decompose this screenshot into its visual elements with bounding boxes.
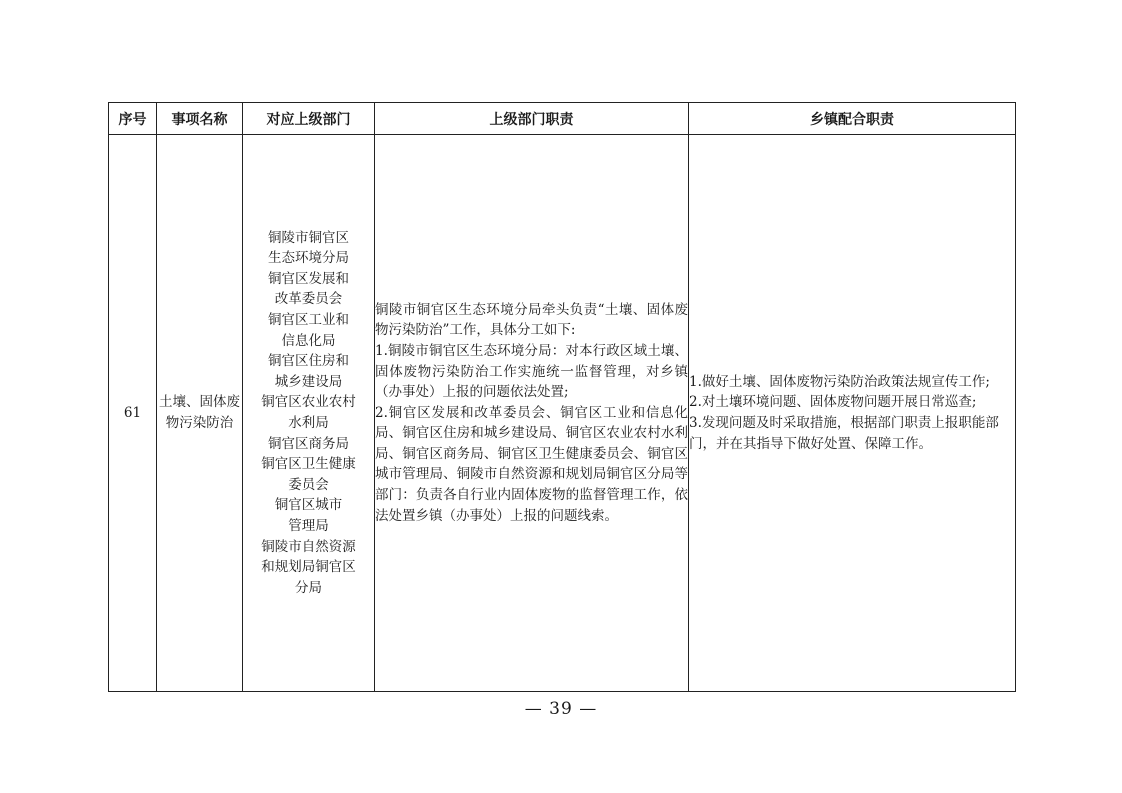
- superior-duty-paragraph: 1.铜陵市铜官区生态环境分局：对本行政区域土壤、固体废物污染防治工作实施统一监督管理，对乡镇（办事处）上报的问题依法处置;: [375, 342, 688, 401]
- table-row: [109, 135, 1016, 692]
- department-line: 委员会: [288, 476, 329, 493]
- department-line: 分局: [295, 579, 322, 596]
- department-line: 信息化局: [281, 332, 336, 349]
- superior-duties: [375, 135, 689, 692]
- township-duty-item: 3.发现问题及时采取措施，根据部门职责上报职能部门，并在其指导下做好处置、保障工作。: [689, 415, 999, 452]
- row-number: 61: [109, 135, 157, 692]
- department-line: 铜官区商务局: [268, 435, 349, 452]
- department-line: 铜官区发展和: [268, 270, 349, 287]
- department-line: 水利局: [288, 415, 329, 431]
- department-line: 铜陵市自然资源: [261, 538, 356, 555]
- department-line: 铜陵市铜官区: [268, 229, 349, 246]
- township-duty-item: 2.对土壤环境问题、固体废物问题开展日常巡查;: [689, 394, 977, 411]
- header-item-name: 事项名称: [157, 103, 243, 135]
- header-number: 序号: [109, 103, 157, 135]
- department-line: 铜官区工业和: [268, 312, 349, 329]
- header-superior-department: 对应上级部门: [243, 103, 375, 135]
- superior-duty-paragraph: 2.铜官区发展和改革委员会、铜官区工业和信息化局、铜官区住房和城乡建设局、铜官区农业农村水利局、铜官区商务局、铜官区卫生健康委员会、铜官区城市管理局、铜陵市自然资源和规划局铜官区分局等部门：负责各自行业内固体废物的监督管理工作，依法处置乡镇（办事处）上报的问题线索。: [375, 404, 688, 524]
- township-duties: [689, 135, 1016, 692]
- department-list: [243, 135, 375, 692]
- department-line: 和规划局铜官区: [261, 559, 356, 576]
- department-line: 铜官区住房和: [268, 353, 349, 370]
- item-name: 土壤、固体废物污染防治: [157, 135, 243, 692]
- department-line: 铜官区农业农村: [261, 394, 356, 411]
- department-line: 铜官区城市: [274, 497, 343, 514]
- header-superior-duties: 上级部门职责: [375, 103, 689, 135]
- duty-table: [108, 102, 1016, 692]
- department-line: 铜官区卫生健康: [261, 456, 356, 473]
- department-line: 管理局: [288, 517, 329, 534]
- table-header-row: [109, 103, 1016, 135]
- header-township-duties: 乡镇配合职责: [689, 103, 1016, 135]
- township-duty-item: 1.做好土壤、固体废物污染防治政策法规宣传工作;: [689, 373, 990, 390]
- superior-duty-paragraph: 铜陵市铜官区生态环境分局牵头负责“土壤、固体废物污染防治”工作，具体分工如下:: [375, 301, 688, 339]
- page-number: — 39 —: [524, 699, 598, 719]
- department-line: 改革委员会: [274, 291, 343, 308]
- department-line: 生态环境分局: [268, 250, 349, 267]
- department-line: 城乡建设局: [274, 373, 343, 390]
